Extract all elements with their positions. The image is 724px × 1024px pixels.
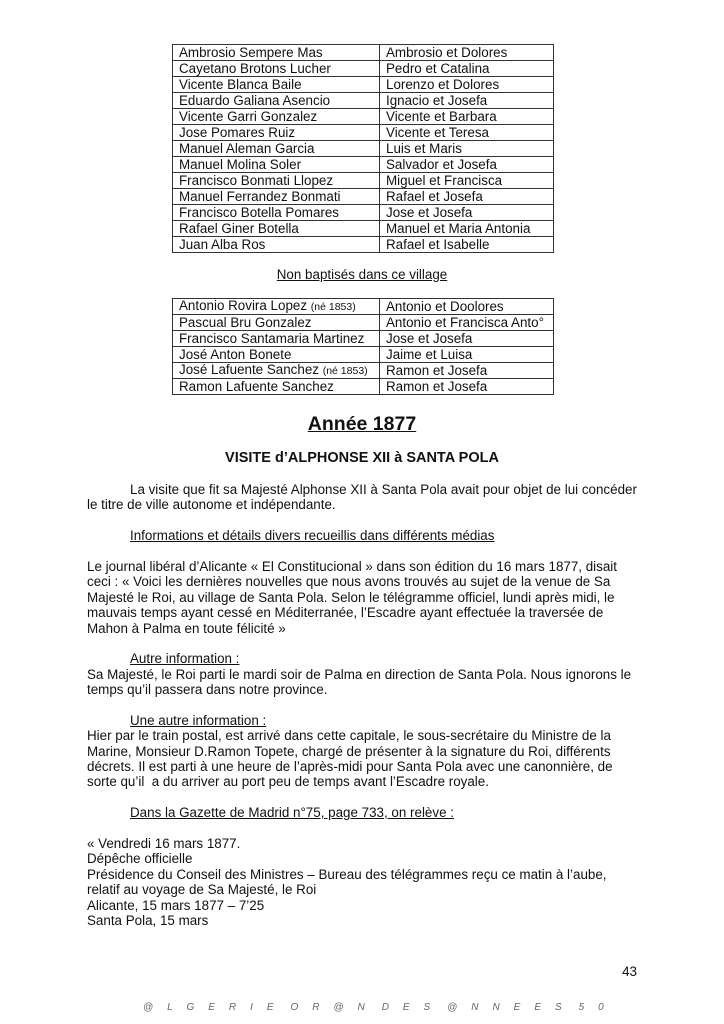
table-row	[173, 61, 554, 77]
table-row	[173, 93, 554, 109]
person-name: Ramon Lafuente Sanchez	[179, 378, 334, 394]
birth-note: (né 1853)	[310, 301, 356, 313]
parents-cell: Ambrosio et Dolores	[380, 45, 554, 61]
name-cell	[173, 347, 380, 363]
parents-cell: Rafael et Josefa	[380, 189, 554, 205]
name-cell	[173, 299, 380, 315]
text-line: Dépêche officielle	[87, 851, 193, 867]
name-cell: Vicente Blanca Baile	[173, 77, 380, 93]
parents-cell: Pedro et Catalina	[380, 61, 554, 77]
not-baptised-table	[172, 298, 554, 395]
parents-cell: Rafael et Isabelle	[380, 237, 554, 253]
person-name: José Anton Bonete	[179, 346, 292, 362]
text-line: La visite que fit sa Majesté Alphonse XII à Santa Pola avait pour objet de lui concéder	[130, 482, 637, 497]
year-heading: Année 1877	[307, 413, 417, 435]
text-line: sorte qu’il a du arriver au port peu de temps avant l’Escadre royale.	[87, 774, 489, 790]
table-row	[173, 125, 554, 141]
parents-cell: Ignacio et Josefa	[380, 93, 554, 109]
name-cell: Francisco Botella Pomares	[173, 205, 380, 221]
table-row	[173, 331, 554, 347]
name-cell: Manuel Ferrandez Bonmati	[173, 189, 380, 205]
text-line: « Vendredi 16 mars 1877.	[87, 835, 241, 851]
table-row	[173, 189, 554, 205]
table-row	[173, 347, 554, 363]
intro-paragraph	[87, 482, 657, 513]
text-line: Majesté le Roi, au village de Santa Pola. Selon le télégramme officiel, lundi après midi, le	[87, 589, 615, 605]
table-row	[173, 45, 554, 61]
table-row	[173, 363, 554, 379]
parents-cell: Manuel et Maria Antonia	[380, 221, 554, 237]
text-line: relatif au voyage de Sa Majesté, le Roi	[87, 882, 317, 898]
text-line: Marine, Monsieur D.Ramon Topete, chargé de présenter à la signature du Roi, différents	[87, 743, 611, 759]
name-cell: Cayetano Brotons Lucher	[173, 61, 380, 77]
person-name: Francisco Santamaria Martinez	[179, 330, 365, 346]
parents-cell: Vicente et Barbara	[380, 109, 554, 125]
name-cell: Ambrosio Sempere Mas	[173, 45, 380, 61]
table-row	[173, 221, 554, 237]
parents-cell: Salvador et Josefa	[380, 157, 554, 173]
constitucional-paragraph	[87, 559, 657, 636]
text-line: décrets. Il est parti à une heure de l’après-midi pour Santa Pola avec une canonnière, de	[87, 759, 613, 775]
not-baptised-heading: Non baptisés dans ce village	[276, 267, 448, 282]
parents-cell: Antonio et Francisca Anto°	[380, 315, 554, 331]
media-subheading: Informations et détails divers recueillis dans différents médias	[130, 528, 495, 544]
name-cell: Eduardo Galiana Asencio	[173, 93, 380, 109]
page-footer: @ L G E R I E O R @ N D E S @ N N E E S 5 0	[143, 1002, 617, 1013]
birth-note: (né 1853)	[322, 365, 368, 377]
table-row	[173, 205, 554, 221]
page-number: 43	[622, 964, 637, 979]
text-line: Sa Majesté, le Roi parti le mardi soir de Palma en direction de Santa Pola. Nous ignorons le	[87, 666, 632, 682]
article-body	[87, 482, 657, 928]
table-row	[173, 299, 554, 315]
parents-cell: Jaime et Luisa	[380, 347, 554, 363]
name-cell: Rafael Giner Botella	[173, 221, 380, 237]
gazette-quote	[87, 836, 657, 928]
gazette-subheading: Dans la Gazette de Madrid n°75, page 733, on relève :	[130, 805, 454, 821]
name-cell: Manuel Molina Soler	[173, 157, 380, 173]
text-line: Le journal libéral d’Alicante « El Constitucional » dans son édition du 16 mars 1877, disait	[87, 558, 617, 574]
table-row	[173, 315, 554, 331]
name-cell: Manuel Aleman Garcia	[173, 141, 380, 157]
name-cell	[173, 379, 380, 395]
baptism-register-table	[172, 44, 554, 253]
parents-cell: Jose et Josefa	[380, 205, 554, 221]
parents-cell: Vicente et Teresa	[380, 125, 554, 141]
parents-cell: Jose et Josefa	[380, 331, 554, 347]
parents-cell: Lorenzo et Dolores	[380, 77, 554, 93]
another-info-subheading: Une autre information :	[130, 712, 267, 728]
another-info-paragraph	[87, 728, 657, 790]
name-cell: Francisco Bonmati Llopez	[173, 173, 380, 189]
parents-cell: Luis et Maris	[380, 141, 554, 157]
name-cell: Vicente Garri Gonzalez	[173, 109, 380, 125]
parents-cell: Ramon et Josefa	[380, 379, 554, 395]
text-line: ceci : « Voici les dernières nouvelles que nous avons trouvés au sujet de la venue de Sa	[87, 574, 611, 590]
other-info-subheading: Autre information :	[130, 651, 240, 667]
person-name: José Lafuente Sanchez	[179, 362, 319, 377]
text-line: le titre de ville autonome et indépendante.	[87, 497, 336, 513]
person-name: Pascual Bru Gonzalez	[179, 314, 312, 330]
person-name: Antonio Rovira Lopez	[179, 298, 308, 313]
table-row	[173, 173, 554, 189]
table-row	[173, 157, 554, 173]
table-row	[173, 141, 554, 157]
name-cell: Juan Alba Ros	[173, 237, 380, 253]
text-line: Hier par le train postal, est arrivé dans cette capitale, le sous-secrétaire du Ministre de la	[87, 728, 611, 744]
text-line: temps qu’il passera dans notre province.	[87, 682, 328, 698]
parents-cell: Ramon et Josefa	[380, 363, 554, 379]
text-line: mauvais temps ayant cessé en Méditerranée, l’Escadre ayant effectuée la traversée de	[87, 605, 604, 621]
name-cell: Jose Pomares Ruiz	[173, 125, 380, 141]
name-cell	[173, 363, 380, 379]
text-line: Santa Pola, 15 mars	[87, 912, 209, 928]
table-row	[173, 109, 554, 125]
section-title: VISITE d’ALPHONSE XII à SANTA POLA	[225, 450, 499, 466]
table-row	[173, 77, 554, 93]
other-info-paragraph	[87, 667, 657, 698]
name-cell	[173, 331, 380, 347]
name-cell	[173, 315, 380, 331]
parents-cell: Miguel et Francisca	[380, 173, 554, 189]
text-line: Présidence du Conseil des Ministres – Bureau des télégrammes reçu ce matin à l’aube,	[87, 866, 607, 882]
table-row	[173, 379, 554, 395]
text-line: Alicante, 15 mars 1877 – 7’25	[87, 897, 265, 913]
parents-cell: Antonio et Doolores	[380, 299, 554, 315]
text-line: Mahon à Palma en toute félicité »	[87, 620, 286, 636]
table-row	[173, 237, 554, 253]
